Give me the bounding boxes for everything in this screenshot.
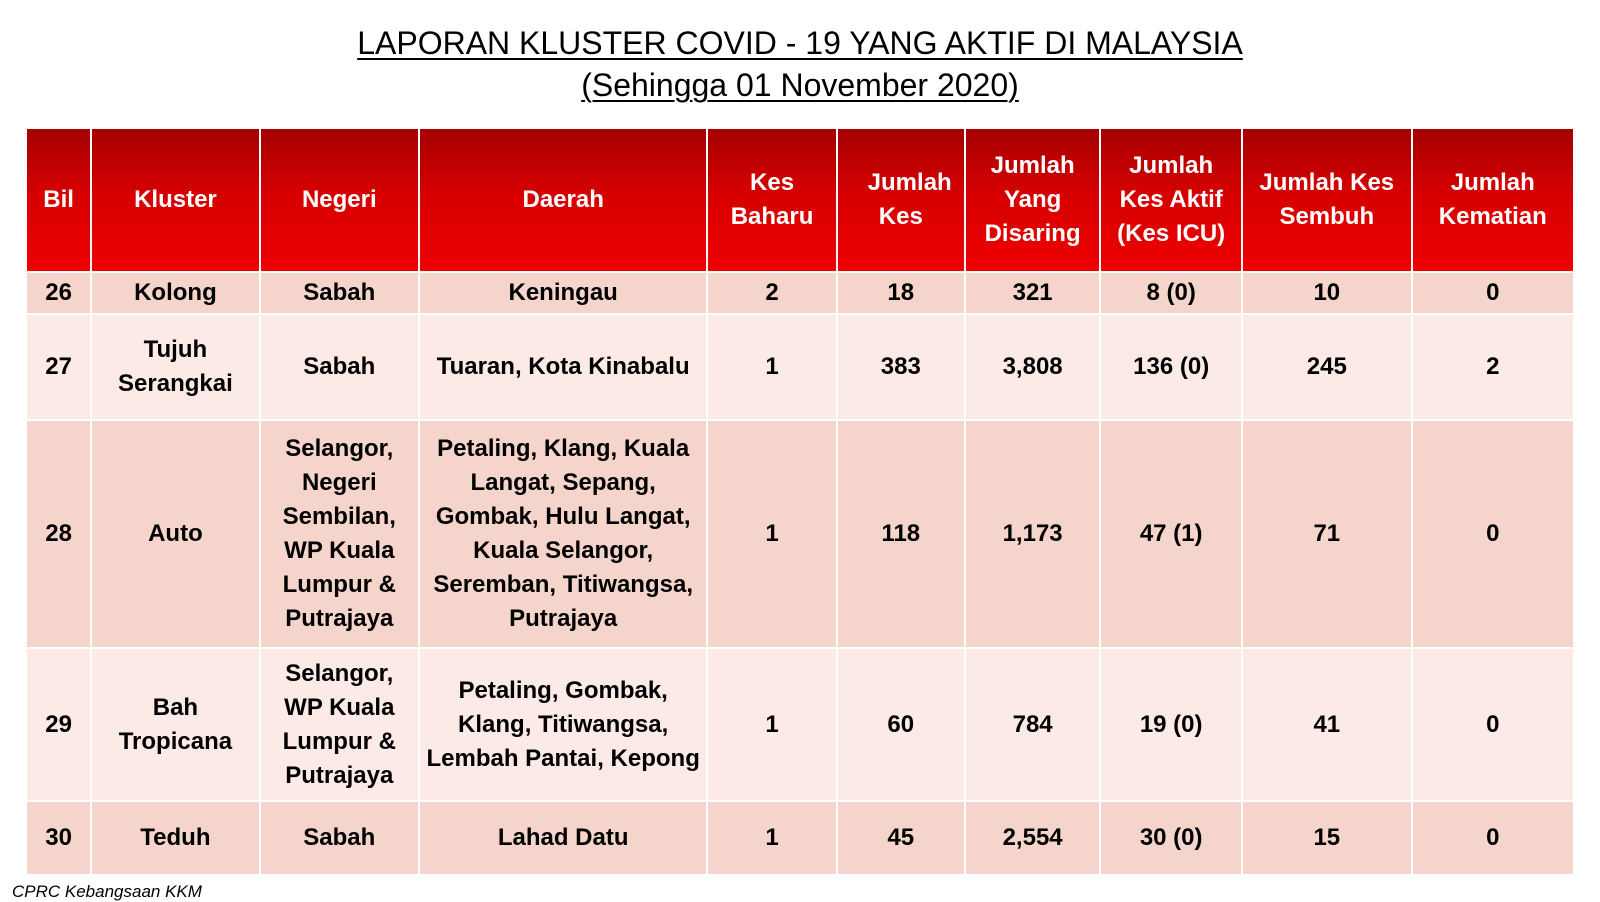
cell-kluster: Teduh	[91, 801, 260, 875]
cell-kematian: 0	[1412, 648, 1574, 801]
report-title	[0, 22, 1600, 106]
cell-daerah: Petaling, Klang, Kuala Langat, Sepang, Gombak, Hulu Langat, Kuala Selangor, Seremban, Titiwangsa, Putrajaya	[419, 420, 708, 648]
table-row	[26, 801, 1574, 875]
cell-jumlah-disaring: 3,808	[965, 314, 1100, 420]
table-row	[26, 314, 1574, 420]
cell-kluster: Bah Tropicana	[91, 648, 260, 801]
cell-negeri: Selangor, WP Kuala Lumpur & Putrajaya	[260, 648, 419, 801]
cell-kes-aktif: 47 (1)	[1100, 420, 1242, 648]
cell-bil: 27	[26, 314, 91, 420]
cell-negeri: Sabah	[260, 272, 419, 314]
header-kluster: Kluster	[91, 128, 260, 272]
cell-jumlah-kes: 383	[837, 314, 965, 420]
cell-daerah: Lahad Datu	[419, 801, 708, 875]
cell-kes-sembuh: 15	[1242, 801, 1412, 875]
cell-kluster: Tujuh Serangkai	[91, 314, 260, 420]
report-title-line-1: LAPORAN KLUSTER COVID - 19 YANG AKTIF DI MALAYSIA	[357, 25, 1243, 61]
cluster-table	[25, 127, 1575, 876]
cell-kes-baharu: 1	[707, 648, 836, 801]
cell-jumlah-disaring: 2,554	[965, 801, 1100, 875]
cell-jumlah-kes: 45	[837, 801, 965, 875]
table-row	[26, 420, 1574, 648]
cell-kematian: 0	[1412, 801, 1574, 875]
cell-kematian: 0	[1412, 272, 1574, 314]
cell-negeri: Selangor, Negeri Sembilan, WP Kuala Lumpur & Putrajaya	[260, 420, 419, 648]
cell-kluster: Kolong	[91, 272, 260, 314]
source-note: CPRC Kebangsaan KKM	[12, 882, 202, 901]
header-kes-sembuh: Jumlah Kes Sembuh	[1242, 128, 1412, 272]
cell-jumlah-kes: 118	[837, 420, 965, 648]
header-bil: Bil	[26, 128, 91, 272]
cell-bil: 30	[26, 801, 91, 875]
cell-daerah: Petaling, Gombak, Klang, Titiwangsa, Lembah Pantai, Kepong	[419, 648, 708, 801]
cell-daerah: Keningau	[419, 272, 708, 314]
cell-kes-aktif: 30 (0)	[1100, 801, 1242, 875]
cell-jumlah-disaring: 1,173	[965, 420, 1100, 648]
cell-jumlah-kes: 18	[837, 272, 965, 314]
table-row	[26, 272, 1574, 314]
header-kes-baharu: Kes Baharu	[707, 128, 836, 272]
cell-kes-sembuh: 41	[1242, 648, 1412, 801]
cell-kes-aktif: 19 (0)	[1100, 648, 1242, 801]
table-header-row	[26, 128, 1574, 272]
cell-kes-aktif: 8 (0)	[1100, 272, 1242, 314]
header-daerah: Daerah	[419, 128, 708, 272]
report-title-line-2: (Sehingga 01 November 2020)	[581, 67, 1019, 103]
cell-jumlah-disaring: 784	[965, 648, 1100, 801]
cell-kes-baharu: 1	[707, 801, 836, 875]
cell-negeri: Sabah	[260, 314, 419, 420]
cell-kes-baharu: 1	[707, 314, 836, 420]
cell-daerah: Tuaran, Kota Kinabalu	[419, 314, 708, 420]
cell-jumlah-disaring: 321	[965, 272, 1100, 314]
cell-kes-baharu: 2	[707, 272, 836, 314]
cell-bil: 26	[26, 272, 91, 314]
cell-negeri: Sabah	[260, 801, 419, 875]
header-jumlah-kes: Jumlah Kes	[837, 128, 965, 272]
cell-bil: 28	[26, 420, 91, 648]
cell-kematian: 2	[1412, 314, 1574, 420]
cell-kluster: Auto	[91, 420, 260, 648]
cell-kes-sembuh: 71	[1242, 420, 1412, 648]
header-negeri: Negeri	[260, 128, 419, 272]
header-jumlah-disaring: Jumlah Yang Disaring	[965, 128, 1100, 272]
header-kes-aktif: Jumlah Kes Aktif (Kes ICU)	[1100, 128, 1242, 272]
cell-jumlah-kes: 60	[837, 648, 965, 801]
cell-bil: 29	[26, 648, 91, 801]
cell-kes-aktif: 136 (0)	[1100, 314, 1242, 420]
table-row	[26, 648, 1574, 801]
cell-kes-sembuh: 10	[1242, 272, 1412, 314]
cell-kes-sembuh: 245	[1242, 314, 1412, 420]
cell-kes-baharu: 1	[707, 420, 836, 648]
cell-kematian: 0	[1412, 420, 1574, 648]
header-kematian: Jumlah Kematian	[1412, 128, 1574, 272]
